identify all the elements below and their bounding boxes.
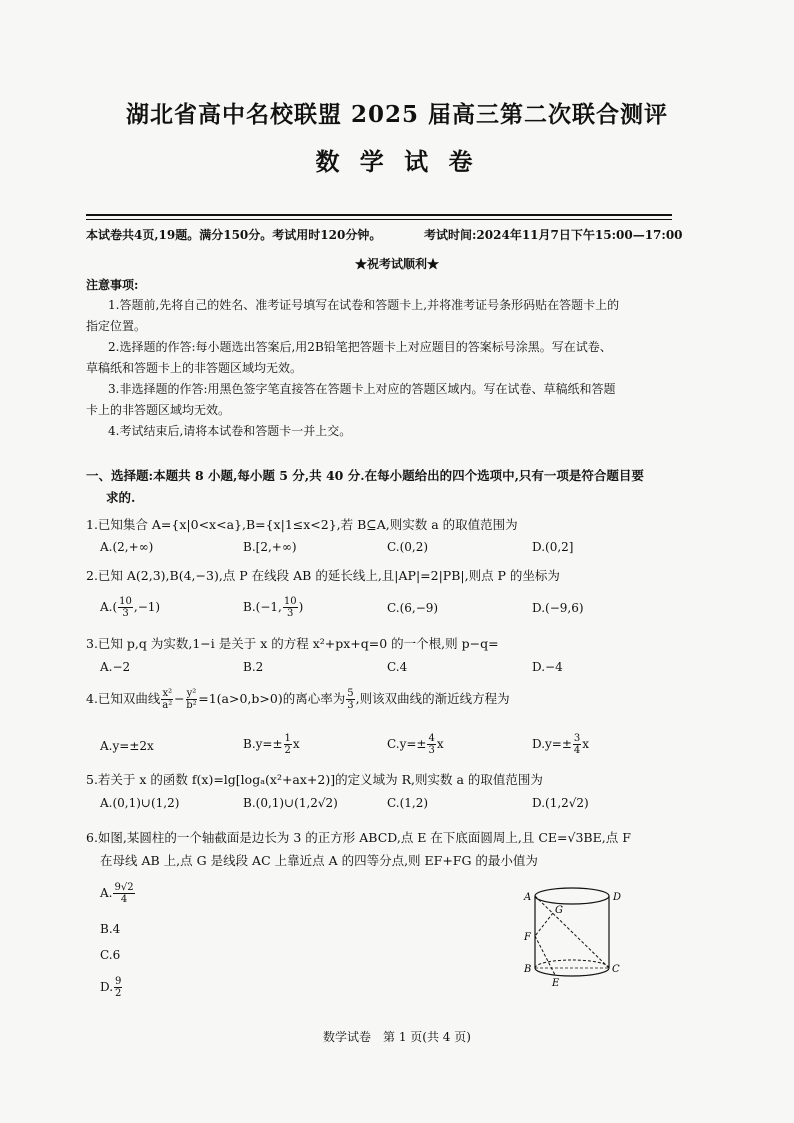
q4-d-num: 3	[573, 733, 581, 744]
note-2a: 2.选择题的作答:每小题选出答案后,用2B铅笔把答题卡上对应题目的答案标号涂黑。写在试卷、	[108, 340, 612, 354]
question-3-stem: 3.已知 p,q 为实数,1−i 是关于 x 的方程 x²+px+q=0 的一个根,则 p−q=	[86, 636, 499, 651]
top-ellipse	[535, 888, 609, 904]
q4-y-num: y²	[186, 688, 197, 699]
bottom-back-arc	[535, 960, 609, 968]
q4-b-num: 1	[284, 733, 291, 744]
q4-c-fraction	[427, 733, 435, 756]
q2-a-suffix: ,−1)	[133, 600, 161, 614]
q4-x-num: x²	[162, 688, 173, 699]
page-footer: 数学试卷 第 1 页(共 4 页)	[323, 1030, 471, 1044]
q1-option-c: C.(0,2)	[387, 540, 429, 554]
question-5-stem: 5.若关于 x 的函数 f(x)=lg[logₐ(x²+ax+2)]的定义域为 R,则实数 a 的取值范围为	[86, 772, 543, 787]
q4-option-c	[387, 733, 444, 756]
q2-b-fraction	[283, 596, 298, 619]
q2-a-num: 10	[119, 596, 132, 607]
divider-thick	[86, 214, 672, 216]
label-b: B	[524, 964, 532, 975]
note-4: 4.考试结束后,请将本试卷和答题卡一并上交。	[108, 424, 352, 438]
q4-e-num: 5	[347, 688, 354, 699]
question-2-stem: 2.已知 A(2,3),B(4,−3),点 P 在线段 AB 的延长线上,且|AP|=2|PB|,则点 P 的坐标为	[86, 568, 560, 583]
q4-y-den: b²	[186, 700, 197, 711]
q6-a-prefix: A.	[100, 886, 113, 900]
q2-b-suffix: )	[298, 600, 304, 614]
q2-b-num: 10	[283, 596, 297, 607]
label-c: C	[612, 964, 620, 975]
q3-option-d: D.−4	[532, 660, 563, 674]
note-3a: 3.非选择题的作答:用黑色签字笔直接答在答题卡上对应的答题区域内。写在试卷、草稿纸和答题	[108, 382, 616, 396]
q4-minus: −	[174, 691, 185, 706]
notes-heading: 注意事项:	[86, 278, 139, 292]
q3-option-b: B.2	[243, 660, 264, 674]
note-1a: 1.答题前,先将自己的姓名、准考证号填写在试卷和答题卡上,并将准考证号条形码贴在答题卡上的	[108, 298, 620, 312]
q3-option-a: A.−2	[100, 660, 131, 674]
q4-option-d	[532, 733, 589, 756]
q4-d-den: 4	[573, 745, 581, 756]
q6-option-b: B.4	[100, 922, 121, 936]
q4-c-den: 3	[428, 745, 435, 756]
q4-b-prefix: B.y=±	[243, 737, 283, 751]
q4-c-num: 4	[428, 733, 435, 744]
q2-a-den: 3	[122, 608, 129, 619]
q6-option-a	[100, 882, 136, 905]
q2-option-c: C.(6,−9)	[387, 601, 439, 615]
q4-x-den: a²	[162, 700, 173, 711]
q4-d-fraction	[573, 733, 581, 756]
section1-line2: 求的.	[106, 490, 136, 505]
question-4-stem	[86, 688, 510, 711]
question-6-stem-1: 6.如图,某圆柱的一个轴截面是边长为 3 的正方形 ABCD,点 E 在下底面圆周上,且 CE=√3BE,点 F	[86, 830, 631, 845]
question-1-stem: 1.已知集合 A={x|0<x<a},B={x|1≤x<2},若 B⊆A,则实数 a 的取值范围为	[86, 517, 518, 532]
note-3b: 卡上的非答题区域均无效。	[86, 403, 231, 417]
q4-b-den: 2	[284, 745, 291, 756]
q4-b-suffix: x	[292, 737, 300, 751]
bottom-front-arc	[535, 968, 609, 976]
divider-thin	[86, 219, 672, 220]
q5-option-a: A.(0,1)∪(1,2)	[100, 796, 180, 810]
section1-line1: 一、选择题:本题共 8 小题,每小题 5 分,共 40 分.在每小题给出的四个选项中,只有一项是符合题目要	[86, 468, 644, 483]
q2-option-b	[243, 596, 303, 619]
question-6-stem-2: 在母线 AB 上,点 G 是线段 AC 上靠近点 A 的四等分点,则 EF+FG 的最小值为	[100, 853, 538, 868]
label-g: G	[555, 905, 563, 916]
q2-option-a	[100, 596, 160, 619]
exam-info-left: 本试卷共4页,19题。满分150分。考试用时120分钟。	[86, 228, 382, 242]
q6-d-num: 9	[115, 976, 122, 987]
q1-option-d: D.(0,2]	[532, 540, 574, 554]
label-a: A	[524, 892, 532, 903]
q4-option-a: A.y=±2x	[100, 739, 154, 753]
q6-d-fraction	[114, 976, 122, 999]
exam-subtitle: 数 学 试 卷	[315, 147, 479, 176]
q4-e-den: 3	[347, 700, 354, 711]
q6-d-prefix: D.	[100, 980, 114, 994]
q4-e-fraction	[346, 688, 354, 711]
exam-info-right: 考试时间:2024年11月7日下午15:00—17:00	[424, 228, 683, 242]
q4-stem-suffix: ,则该双曲线的渐近线方程为	[355, 691, 510, 706]
q4-c-suffix: x	[436, 737, 444, 751]
q4-y-fraction	[186, 688, 198, 711]
q2-b-den: 3	[287, 608, 294, 619]
segment-fe	[535, 936, 555, 975]
segment-gf	[535, 913, 553, 936]
label-f: F	[524, 932, 531, 943]
q2-a-prefix: A.(	[100, 600, 118, 614]
q6-a-den: 4	[120, 894, 128, 905]
q4-c-prefix: C.y=±	[387, 737, 427, 751]
q5-option-d: D.(1,2√2)	[532, 796, 589, 810]
q4-stem-prefix: 4.已知双曲线	[86, 691, 161, 706]
q6-option-d	[100, 976, 123, 999]
q6-option-c: C.6	[100, 948, 121, 962]
good-luck-banner: ★祝考试顺利★	[354, 257, 439, 271]
q4-option-b	[243, 733, 300, 756]
q4-b-fraction	[284, 733, 292, 756]
q2-a-fraction	[118, 596, 133, 619]
q6-d-den: 2	[115, 988, 122, 999]
label-d: D	[613, 892, 622, 903]
note-1b: 指定位置。	[86, 319, 147, 333]
q4-x-fraction	[161, 688, 173, 711]
diagonal-ac	[535, 896, 609, 968]
exam-title: 湖北省高中名校联盟 2025 届高三第二次联合测评	[125, 101, 669, 128]
q2-b-prefix: B.(−1,	[243, 600, 282, 614]
label-e: E	[552, 978, 560, 988]
q1-option-b: B.[2,+∞)	[243, 540, 297, 554]
q1-option-a: A.(2,+∞)	[100, 540, 154, 554]
q6-a-fraction	[113, 882, 134, 905]
q6-a-num: 9√2	[114, 882, 134, 893]
q4-d-suffix: x	[582, 737, 590, 751]
q4-stem-mid: =1(a>0,b>0)的离心率为	[198, 691, 346, 706]
q2-option-d: D.(−9,6)	[532, 601, 584, 615]
cylinder-figure	[515, 880, 630, 988]
q5-option-b: B.(0,1)∪(1,2√2)	[243, 796, 338, 810]
q4-d-prefix: D.y=±	[532, 737, 572, 751]
q3-option-c: C.4	[387, 660, 408, 674]
note-2b: 草稿纸和答题卡上的非答题区域均无效。	[86, 361, 303, 375]
q5-option-c: C.(1,2)	[387, 796, 429, 810]
